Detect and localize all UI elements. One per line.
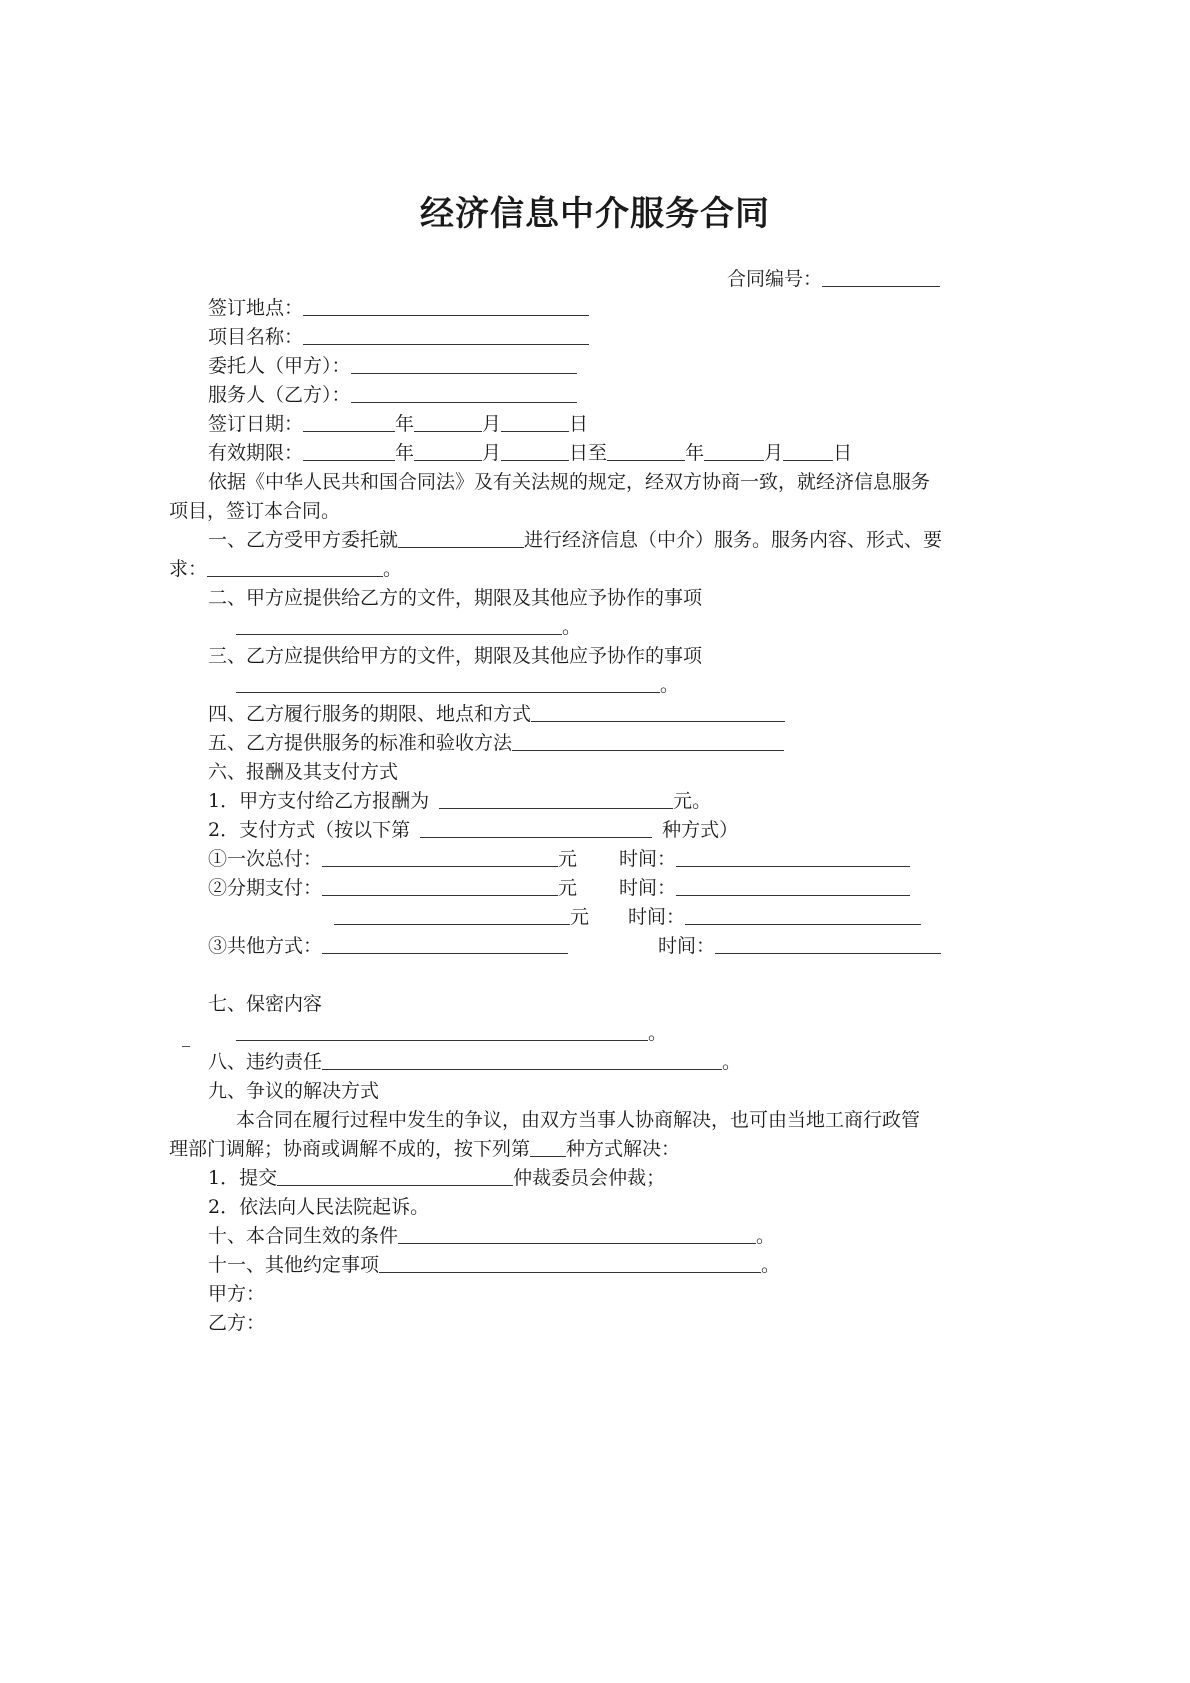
year-unit: 年 xyxy=(395,442,415,464)
clause-1-text-a: 一、乙方受甲方委托就 xyxy=(208,529,399,551)
option-2-row xyxy=(208,875,577,901)
clause-1-line-2 xyxy=(169,556,402,582)
contract-number-row xyxy=(727,266,940,292)
option-2b-time-blank xyxy=(685,904,921,925)
client-label: 委托人（甲方）： xyxy=(208,355,351,377)
start-year-blank xyxy=(303,440,395,461)
party-b-label: 乙方： xyxy=(208,1312,266,1334)
clause-5-row xyxy=(208,730,784,756)
clause-8-row xyxy=(208,1049,741,1075)
server-row xyxy=(208,382,577,408)
contract-number-blank xyxy=(822,266,940,287)
end-year-blank xyxy=(607,440,685,461)
yuan-unit: 元 xyxy=(570,906,590,928)
payment-amount-blank xyxy=(439,788,673,809)
clause-2-blank xyxy=(236,614,562,635)
client-blank xyxy=(351,353,577,374)
clause-1-requirement-blank xyxy=(207,556,383,577)
intro-line-2: 项目，签订本合同。 xyxy=(169,500,341,522)
arbitration-label: 1．提交 xyxy=(208,1167,278,1189)
day-blank xyxy=(501,411,569,432)
contract-number-label: 合同编号： xyxy=(727,268,823,290)
time-label: 时间： xyxy=(619,848,677,870)
payment-method-label: 2．支付方式（按以下第 xyxy=(208,819,411,841)
end-month-blank xyxy=(704,440,764,461)
option-2-amount-blank xyxy=(322,875,558,896)
clause-11-row xyxy=(208,1252,780,1278)
clause-2-heading: 二、甲方应提供给乙方的文件，期限及其他应予协作的事项 xyxy=(208,587,703,609)
payment-method-suffix: 种方式） xyxy=(662,819,739,841)
litigation-row: 2．依法向人民法院起诉。 xyxy=(208,1196,430,1218)
option-2b-time xyxy=(628,904,921,930)
year-blank xyxy=(303,411,395,432)
clause-7-blank xyxy=(236,1020,648,1041)
option-3-blank xyxy=(322,933,568,954)
period: 。 xyxy=(383,558,403,580)
option-1-time xyxy=(619,846,910,872)
document-title: 经济信息中介服务合同 xyxy=(420,194,770,234)
payment-amount-row xyxy=(208,788,711,814)
project-blank xyxy=(303,324,589,345)
day-unit: 日 xyxy=(833,442,853,464)
option-3-label: ③共他方式： xyxy=(208,935,323,957)
project-row xyxy=(208,324,589,350)
option-1-time-blank xyxy=(676,846,910,867)
yuan-unit: 元 xyxy=(558,877,578,899)
option-2-time-blank xyxy=(676,875,910,896)
time-label: 时间： xyxy=(658,935,716,957)
period: 。 xyxy=(756,1225,776,1247)
option-2-row-b xyxy=(334,904,589,930)
month-unit: 月 xyxy=(764,442,784,464)
place-row xyxy=(208,295,589,321)
clause-7-blank-row xyxy=(236,1020,667,1046)
option-3-row xyxy=(208,933,568,959)
clause-3-heading: 三、乙方应提供给甲方的文件，期限及其他应予协作的事项 xyxy=(208,645,703,667)
clause-5-blank xyxy=(512,730,784,751)
clause-10-text: 十、本合同生效的条件 xyxy=(208,1225,399,1247)
stray-underline xyxy=(182,1046,190,1047)
clause-8-blank xyxy=(322,1049,722,1070)
intro-line-1: 依据《中华人民共和国合同法》及有关法规的规定，经双方协商一致，就经济信息服务 xyxy=(208,471,931,493)
clause-3-blank-row xyxy=(236,672,679,698)
option-1-row xyxy=(208,846,577,872)
option-3-time-blank xyxy=(715,933,941,954)
payment-method-blank xyxy=(420,817,652,838)
end-day-blank xyxy=(783,440,833,461)
party-a-label: 甲方： xyxy=(208,1283,266,1305)
clause-3-blank xyxy=(236,672,660,693)
clause-2-blank-row xyxy=(236,614,581,640)
option-2-label: ②分期支付： xyxy=(208,877,323,899)
to-unit: 日至 xyxy=(569,442,608,464)
clause-8-text: 八、违约责任 xyxy=(208,1051,323,1073)
yuan-unit: 元 xyxy=(558,848,578,870)
sign-date-row xyxy=(208,411,588,437)
place-blank xyxy=(303,295,589,316)
option-2b-amount-blank xyxy=(334,904,570,925)
month-unit: 月 xyxy=(482,442,502,464)
server-label: 服务人（乙方）： xyxy=(208,384,351,406)
period: 。 xyxy=(562,616,582,638)
period: 。 xyxy=(761,1254,781,1276)
clause-11-blank xyxy=(379,1252,761,1273)
clause-9-body-2-suffix: 种方式解决： xyxy=(566,1138,681,1160)
option-2-time xyxy=(619,875,910,901)
option-3-time xyxy=(658,933,941,959)
payment-amount-label: 1．甲方支付给乙方报酬为 xyxy=(208,790,430,812)
client-row xyxy=(208,353,577,379)
clause-9-body-2-text: 理部门调解；协商或调解不成的，按下列第 xyxy=(169,1138,531,1160)
clause-9-body-2 xyxy=(169,1136,680,1162)
period: 。 xyxy=(648,1022,668,1044)
year-unit: 年 xyxy=(395,413,415,435)
time-label: 时间： xyxy=(619,877,677,899)
option-1-label: ①一次总付： xyxy=(208,848,323,870)
payment-method-row xyxy=(208,817,738,843)
sign-date-label: 签订日期： xyxy=(208,413,304,435)
month-unit: 月 xyxy=(482,413,502,435)
clause-1-line-1 xyxy=(208,527,942,553)
arbitration-blank xyxy=(277,1165,513,1186)
clause-1-text-c: 求： xyxy=(169,558,208,580)
clause-4-blank xyxy=(531,701,785,722)
option-1-amount-blank xyxy=(322,846,558,867)
period: 。 xyxy=(660,674,680,696)
clause-1-project-blank xyxy=(398,527,524,548)
server-blank xyxy=(351,382,577,403)
clause-4-text: 四、乙方履行服务的期限、地点和方式 xyxy=(208,703,532,725)
clause-5-text: 五、乙方提供服务的标准和验收方法 xyxy=(208,732,513,754)
period: 。 xyxy=(722,1051,742,1073)
clause-9-body-1: 本合同在履行过程中发生的争议，由双方当事人协商解决，也可由当地工商行政管 xyxy=(236,1109,921,1131)
clause-9-heading: 九、争议的解决方式 xyxy=(208,1080,380,1102)
day-unit: 日 xyxy=(569,413,589,435)
year-unit: 年 xyxy=(685,442,705,464)
clause-6-heading: 六、报酬及其支付方式 xyxy=(208,761,399,783)
clause-1-text-b: 进行经济信息（中介）服务。服务内容、形式、要 xyxy=(524,529,943,551)
month-blank xyxy=(414,411,482,432)
arbitration-row xyxy=(208,1165,665,1191)
arbitration-suffix: 仲裁委员会仲裁； xyxy=(513,1167,666,1189)
payment-amount-unit: 元。 xyxy=(673,790,712,812)
clause-7-heading: 七、保密内容 xyxy=(208,993,323,1015)
time-label: 时间： xyxy=(628,906,686,928)
start-day-blank xyxy=(501,440,569,461)
clause-11-text: 十一、其他约定事项 xyxy=(208,1254,380,1276)
place-label: 签订地点： xyxy=(208,297,304,319)
start-month-blank xyxy=(414,440,482,461)
project-label: 项目名称： xyxy=(208,326,304,348)
valid-period-label: 有效期限： xyxy=(208,442,304,464)
dispute-method-blank xyxy=(530,1136,566,1157)
clause-10-row xyxy=(208,1223,775,1249)
clause-4-row xyxy=(208,701,785,727)
valid-period-row xyxy=(208,440,852,466)
clause-10-blank xyxy=(398,1223,756,1244)
